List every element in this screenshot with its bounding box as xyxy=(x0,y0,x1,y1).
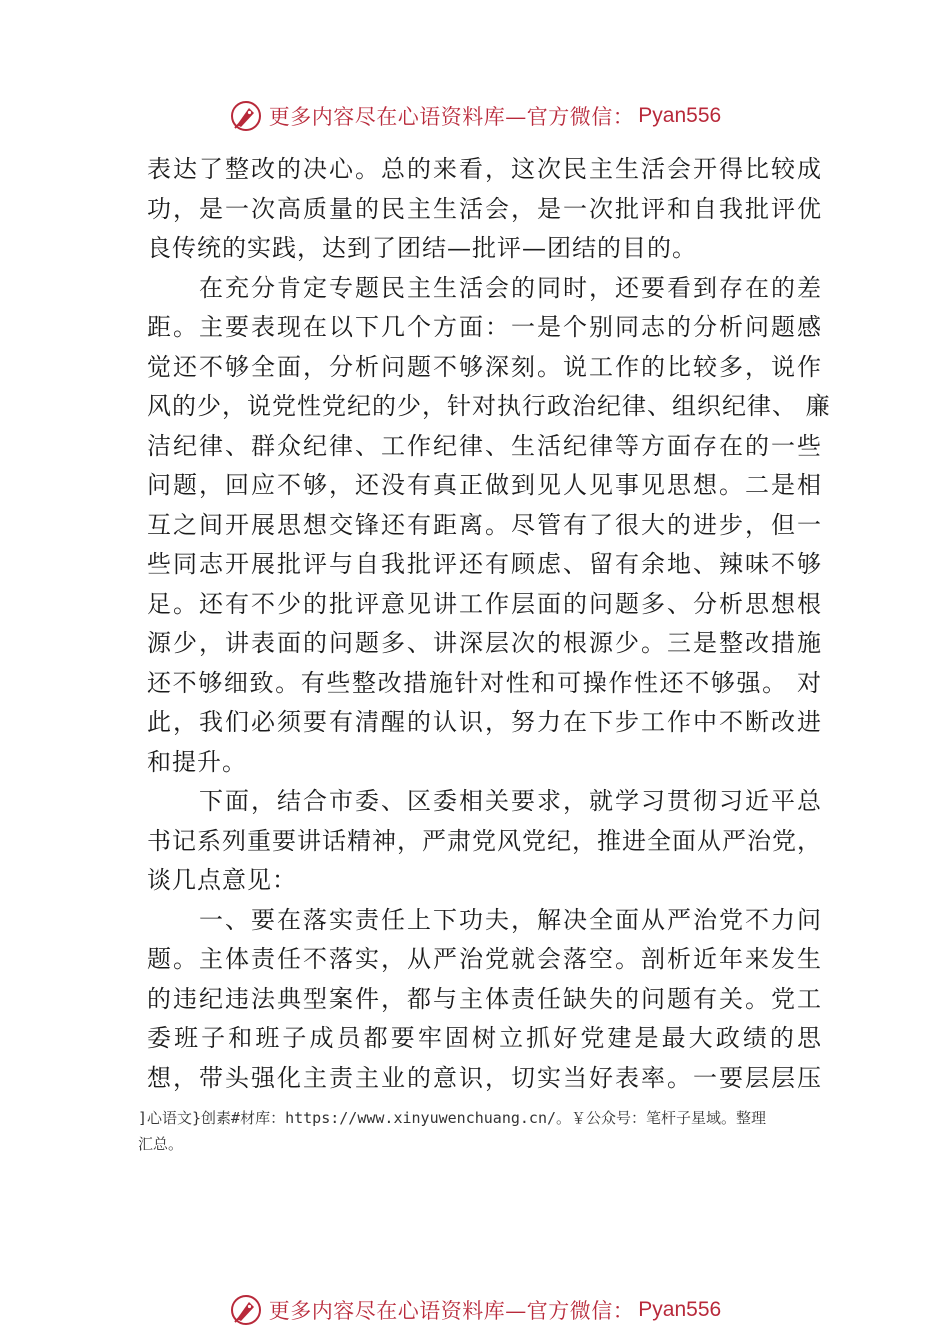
source-note xyxy=(138,1105,838,1157)
paragraph xyxy=(147,269,831,783)
text-line: 表达了整改的决心。总的来看，这次民主生活会开得比较成 xyxy=(147,155,822,183)
header-banner xyxy=(0,96,950,136)
text-line: 一、要在落实责任上下功夫，解决全面从严治党不力问 xyxy=(147,905,822,934)
text-line: 和提升。 xyxy=(147,747,247,776)
banner-wechat-id: Pyan556 xyxy=(638,1298,722,1321)
text-line: 还不够细致。有些整改措施针对性和可操作性还不够强。 对 xyxy=(147,668,822,697)
text-line: 下面，结合市委、区委相关要求，就学习贯彻习近平总 xyxy=(147,787,822,815)
text-line: 风的少，说党性党纪的少，针对执行政治纪律、组织纪律、 廉 xyxy=(147,392,831,420)
text-line: 的违纪违法典型案件，都与主体责任缺失的问题有关。党工 xyxy=(147,984,822,1013)
paragraph xyxy=(147,782,822,901)
text-line: 互之间开展思想交锋还有距离。尽管有了很大的进步，但一 xyxy=(147,510,822,539)
text-line: 功，是一次高质量的民主生活会，是一次批评和自我批评优 xyxy=(147,194,822,223)
text-line: 想，带头强化主责主业的意识，切实当好表率。一要层层压 xyxy=(147,1063,822,1092)
text-line: 题。主体责任不落实，从严治党就会落空。剖析近年来发生 xyxy=(147,945,822,973)
text-line: 委班子和班子成员都要牢固树立抓好党建是最大政绩的思 xyxy=(147,1024,822,1052)
text-line: 源少，讲表面的问题多、讲深层次的根源少。三是整改措施 xyxy=(147,629,822,657)
footer-banner xyxy=(0,1290,950,1330)
text-line: 问题，回应不够，还没有真正做到见人见事见思想。二是相 xyxy=(147,471,822,499)
paragraph xyxy=(147,150,822,269)
banner-text: 更多内容尽在心语资料库—官方微信： xyxy=(268,105,635,129)
text-line: 书记系列重要讲话精神，严肃党风党纪，推进全面从严治党， xyxy=(147,826,822,855)
text-line: 足。还有不少的批评意见讲工作层面的问题多、分析思想根 xyxy=(147,589,822,618)
text-line: 觉还不够全面，分析问题不够深刻。说工作的比较多，说作 xyxy=(147,352,822,381)
text-line: 在充分肯定专题民主生活会的同时，还要看到存在的差 xyxy=(147,273,822,302)
text-line: 谈几点意见： xyxy=(147,866,297,894)
text-line: 距。主要表现在以下几个方面：一是个别同志的分析问题感 xyxy=(147,313,822,341)
source-note-line: ]心语文}创素#材库：https://www.xinyuwenchuang.cn/。￥公众号：笔杆子星域。整理 xyxy=(138,1109,767,1127)
pen-nib-logo-icon xyxy=(229,1293,263,1327)
text-line: 洁纪律、群众纪律、工作纪律、生活纪律等方面存在的一些 xyxy=(147,431,822,460)
banner-text: 更多内容尽在心语资料库—官方微信： xyxy=(268,1299,635,1323)
text-line: 些同志开展批评与自我批评还有顾虑、留有余地、辣味不够 xyxy=(147,550,822,578)
pen-nib-logo-icon xyxy=(229,99,263,133)
text-line: 此，我们必须要有清醒的认识，努力在下步工作中不断改进 xyxy=(147,708,822,736)
text-line: 良传统的实践，达到了团结—批评—团结的目的。 xyxy=(147,234,697,262)
banner-wechat-id: Pyan556 xyxy=(638,104,722,127)
document-body xyxy=(147,150,831,1098)
source-note-line: 汇总。 xyxy=(138,1135,184,1153)
paragraph xyxy=(147,901,822,1099)
